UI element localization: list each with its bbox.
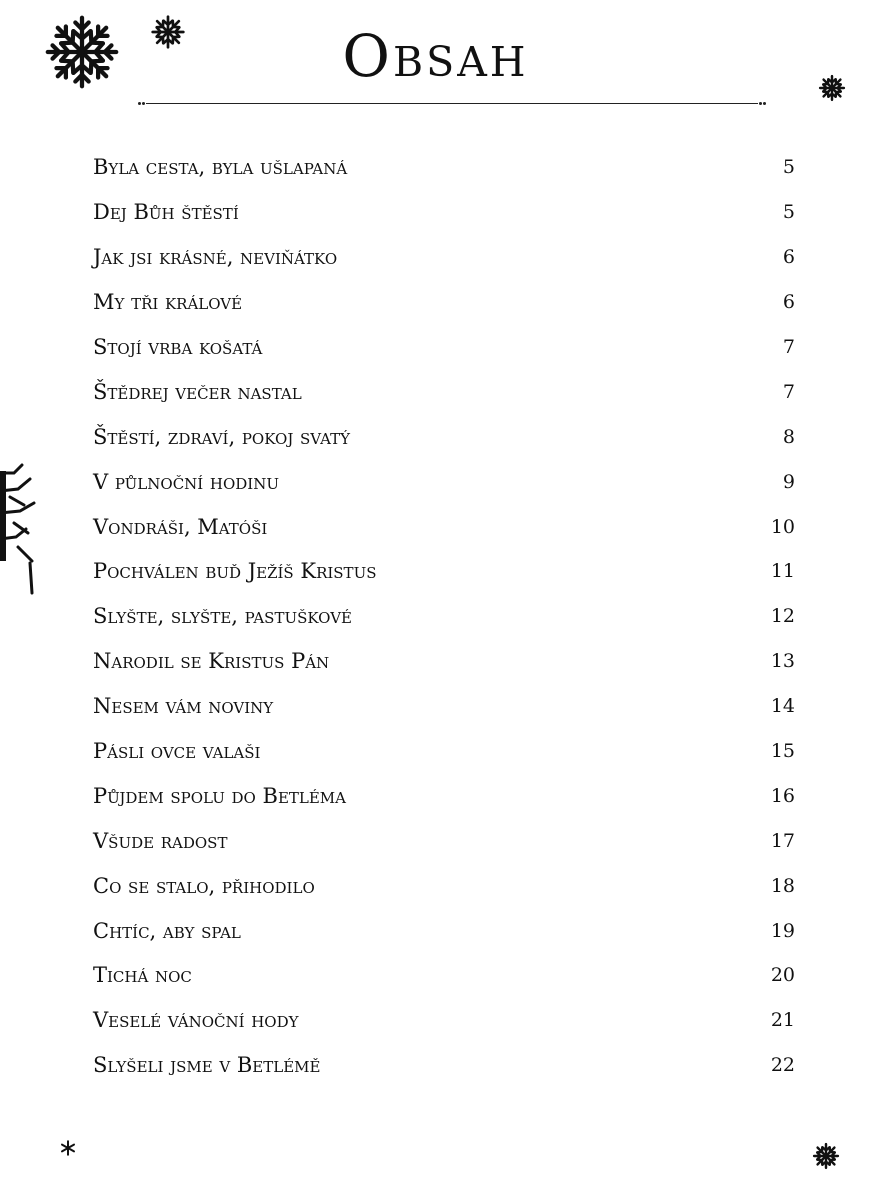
snowflake-icon: [60, 1140, 76, 1156]
toc-entry-page-number: 19: [770, 919, 795, 942]
toc-entry[interactable]: [93, 235, 795, 280]
page-title: Obsah: [342, 22, 529, 90]
toc-entry-title: Pásli ovce valaši: [93, 739, 261, 764]
table-of-contents: [93, 145, 795, 1088]
toc-entry-title: Byla cesta, byla ušlapaná: [93, 155, 348, 180]
toc-entry-title: Pochválen buď Ježíš Kristus: [93, 559, 377, 584]
toc-entry-title: Vondráši, Matóši: [93, 514, 268, 539]
snowflake-bottom-right-svg: [812, 1142, 840, 1170]
toc-entry-title: Tichá noc: [93, 963, 192, 988]
title-divider: [138, 100, 766, 106]
toc-entry-page-number: 5: [782, 201, 795, 224]
toc-entry-page-number: 7: [782, 380, 795, 403]
toc-entry-title: My tři králové: [93, 290, 243, 315]
toc-entry[interactable]: [93, 639, 795, 684]
toc-entry[interactable]: [93, 773, 795, 818]
snowflake-icon: [812, 1142, 840, 1170]
toc-entry-page-number: 18: [770, 874, 795, 897]
toc-entry-title: Štěstí, zdraví, pokoj svatý: [93, 424, 351, 449]
toc-entry-title: Štědrej večer nastal: [93, 379, 302, 404]
toc-entry-page-number: 14: [770, 695, 795, 718]
toc-entry-title: Stojí vrba košatá: [93, 335, 263, 359]
toc-entry-page-number: 17: [770, 829, 795, 852]
toc-entry[interactable]: [93, 684, 795, 729]
toc-entry[interactable]: [93, 953, 795, 998]
toc-entry[interactable]: [93, 190, 795, 235]
toc-entry[interactable]: [93, 504, 795, 549]
toc-entry[interactable]: [93, 863, 795, 908]
toc-entry[interactable]: [93, 1043, 795, 1088]
toc-entry-page-number: 20: [770, 964, 795, 987]
edge-ornament: [0, 463, 40, 607]
toc-entry[interactable]: [93, 549, 795, 594]
toc-entry[interactable]: [93, 145, 795, 190]
toc-entry-page-number: 10: [770, 515, 795, 538]
toc-entry[interactable]: [93, 369, 795, 414]
toc-entry[interactable]: [93, 594, 795, 639]
toc-entry-page-number: 21: [770, 1009, 795, 1032]
toc-entry-title: Chtíc, aby spal: [93, 918, 241, 943]
toc-entry-page-number: 12: [770, 605, 795, 628]
toc-entry-title: Dej Bůh štěstí: [93, 200, 239, 225]
toc-entry-title: V půlnoční hodinu: [93, 469, 279, 494]
toc-entry[interactable]: [93, 414, 795, 459]
toc-entry-title: Jak jsi krásné, neviňátko: [93, 245, 338, 270]
toc-entry-title: Půjdem spolu do Betléma: [93, 783, 347, 808]
toc-entry-title: Všude radost: [93, 828, 228, 853]
toc-entry-page-number: 9: [782, 470, 795, 493]
toc-entry-page-number: 6: [782, 291, 795, 314]
toc-entry-title: Veselé vánoční hody: [93, 1008, 299, 1033]
toc-entry[interactable]: [93, 998, 795, 1043]
toc-entry-page-number: 15: [770, 740, 795, 763]
toc-entry[interactable]: [93, 325, 795, 370]
toc-entry[interactable]: [93, 729, 795, 774]
toc-entry-page-number: 13: [770, 650, 795, 673]
toc-entry[interactable]: [93, 818, 795, 863]
toc-entry-title: Narodil se Kristus Pán: [93, 649, 330, 674]
toc-entry-page-number: 5: [782, 156, 795, 179]
snowflake-bottom-left-svg: [60, 1140, 76, 1156]
toc-entry-page-number: 7: [782, 336, 795, 358]
toc-entry-page-number: 8: [782, 425, 795, 448]
toc-entry-title: Slyšte, slyšte, pastuškové: [93, 604, 352, 629]
toc-entry-title: Slyšeli jsme v Betlémě: [93, 1053, 321, 1078]
toc-entry[interactable]: [93, 459, 795, 504]
toc-entry-page-number: 6: [782, 246, 795, 269]
toc-entry-page-number: 22: [770, 1054, 795, 1077]
toc-entry-page-number: 11: [770, 560, 795, 583]
toc-entry[interactable]: [93, 908, 795, 953]
toc-entry[interactable]: [93, 280, 795, 325]
toc-entry-title: Nesem vám noviny: [93, 694, 274, 719]
edge-ornament-svg: [0, 463, 40, 603]
toc-entry-title: Co se stalo, přihodilo: [93, 873, 315, 898]
toc-entry-page-number: 16: [770, 784, 795, 807]
